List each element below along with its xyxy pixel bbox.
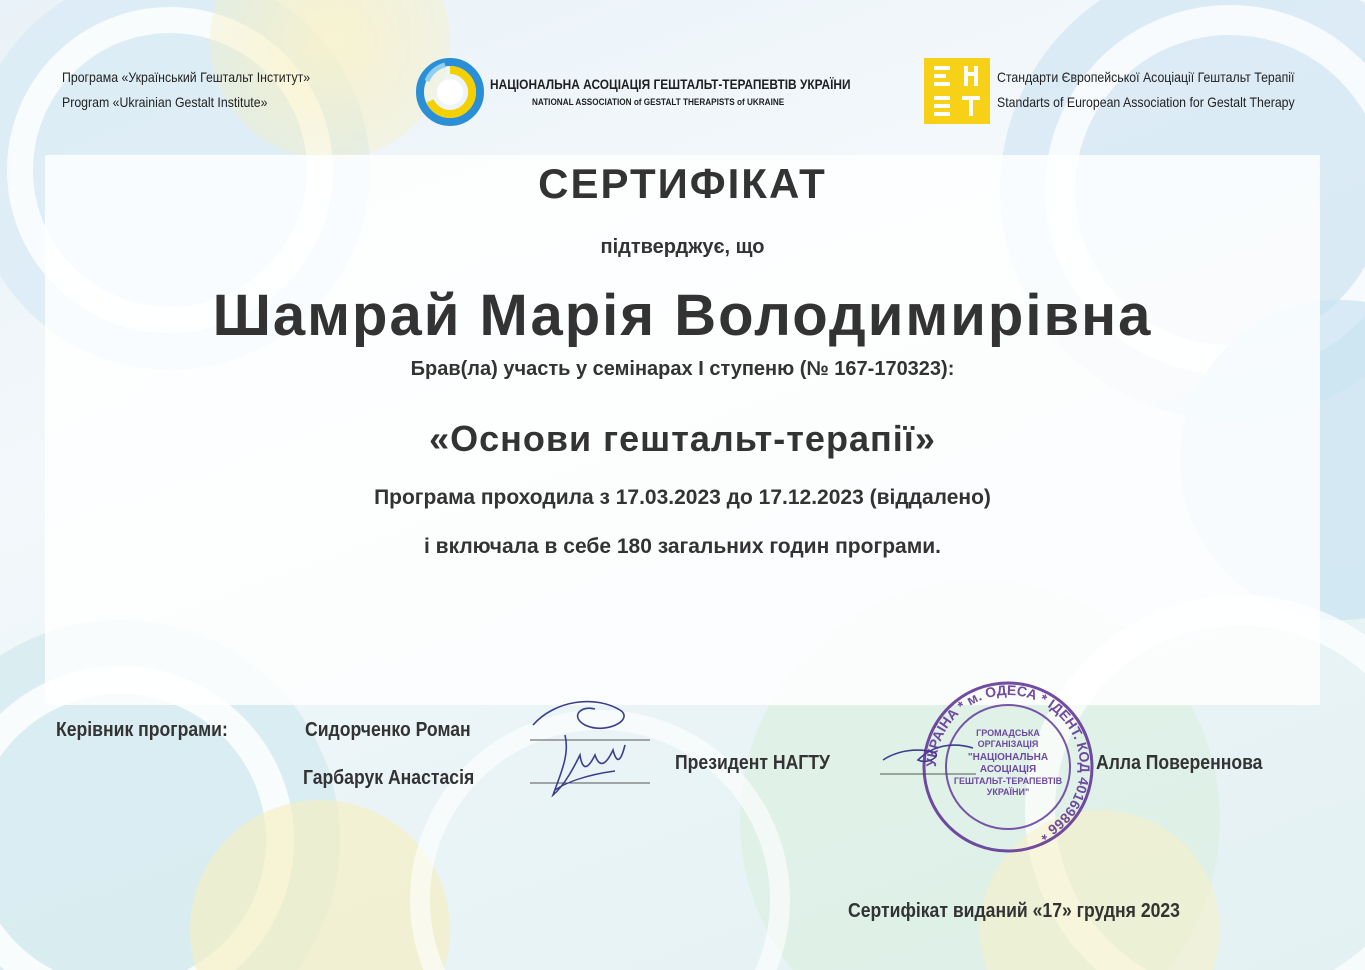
svg-text:УКРАЇНИ": УКРАЇНИ" bbox=[986, 787, 1030, 797]
course-title: «Основи гештальт-терапії» bbox=[429, 418, 936, 459]
nagt-title: НАЦІОНАЛЬНА АСОЦІАЦІЯ ГЕШТАЛЬТ-ТЕРАПЕВТІВ УКРАЇНИ bbox=[490, 76, 851, 92]
svg-text:АСОЦІАЦІЯ: АСОЦІАЦІЯ bbox=[979, 764, 1037, 775]
svg-text:"НАЦІОНАЛЬНА: "НАЦІОНАЛЬНА bbox=[967, 752, 1049, 763]
program-hours: і включала в себе 180 загальних годин програми. bbox=[423, 535, 941, 558]
recipient-name: Шамрай Марія Володимирівна bbox=[212, 283, 1153, 348]
issued-date: Сертифікат виданий «17» грудня 2023 bbox=[848, 900, 1180, 922]
confirms-text: підтверджує, що bbox=[600, 236, 765, 258]
leader-name-2: Гарбарук Анастасія bbox=[303, 767, 475, 789]
leader-name-1: Сидорченко Роман bbox=[305, 719, 471, 741]
official-stamp bbox=[918, 680, 1098, 855]
participation-text: Брав(ла) участь у семінарах І ступеню (№ 167-170323): bbox=[410, 358, 955, 380]
svg-text:УКРАЇНА * м. ОДЕСА * ІДЕНТ. КО: УКРАЇНА * м. ОДЕСА * ІДЕНТ. КОД 40169866 * bbox=[922, 681, 1094, 844]
program-ua-text: Програма «Український Гештальт Інститут» bbox=[62, 69, 311, 85]
eagt-en-text: Standarts of European Association for Gestalt Therapy bbox=[997, 94, 1295, 110]
program-en-text: Program «Ukrainian Gestalt Institute» bbox=[62, 94, 268, 110]
leader-signature bbox=[525, 695, 660, 815]
nagt-subtitle: NATIONAL ASSOCIATION of GESTALT THERAPISTS of UKRAINE bbox=[532, 97, 785, 108]
president-label: Президент НАГТУ bbox=[675, 752, 830, 774]
leader-label: Керівник програми: bbox=[56, 719, 228, 741]
program-period: Програма проходила з 17.03.2023 до 17.12.2023 (віддалено) bbox=[374, 486, 991, 509]
eagt-ua-text: Стандарти Європейської Асоціації Гештальт Терапії bbox=[997, 69, 1295, 85]
nagt-logo bbox=[415, 57, 485, 127]
eagt-logo-mark bbox=[924, 58, 990, 124]
eagt-logo bbox=[924, 58, 990, 124]
svg-text:ГЕШТАЛЬТ-ТЕРАПЕВТІВ: ГЕШТАЛЬТ-ТЕРАПЕВТІВ bbox=[953, 776, 1063, 786]
certificate-title: СЕРТИФІКАТ bbox=[538, 160, 827, 207]
svg-text:ГРОМАДСЬКА: ГРОМАДСЬКА bbox=[976, 728, 1040, 738]
svg-text:ОРГАНІЗАЦІЯ: ОРГАНІЗАЦІЯ bbox=[977, 739, 1039, 749]
president-name: Алла Повереннова bbox=[1096, 752, 1263, 774]
